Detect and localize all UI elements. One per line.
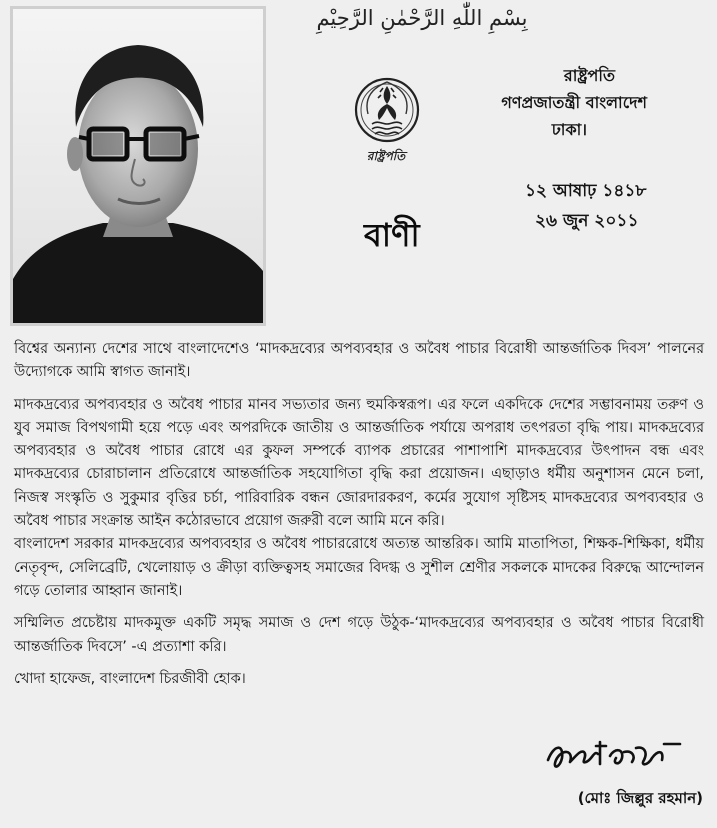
emblem-caption: রাষ্ট্রপতি — [366, 149, 406, 163]
signature-icon — [540, 730, 690, 780]
office-address — [501, 62, 647, 143]
message-body — [14, 338, 704, 700]
message-title: বাণী — [364, 216, 420, 254]
signer-name: (মোঃ জিল্লুর রহমান) — [577, 789, 703, 807]
president-portrait — [10, 6, 266, 326]
message-dates — [525, 176, 646, 236]
date-gregorian-calendar: ২৬ জুন ২০১১ — [535, 211, 639, 231]
paragraph-government: বাংলাদেশ সরকার মাদকদ্রব্যের অপব্যবহার ও অবৈধ পাচাররোধে অত্যন্ত আন্তরিক। আমি মাতাপিতা, শিক্ষক-শিক্ষিকা, ধর্মীয় নেতৃবৃন্দ, সেলিব্রেটি, খেলোয়াড় ও ক্রীড়া ব্যক্তিত্বসহ সমাজের বিদগ্ধ ও সুশীল শ্রেণীর সকলকে মাদকের বিরুদ্ধে আন্দোলন গড়ে তোলার আহ্বান জানাই। — [14, 536, 704, 599]
office-line-city: ঢাকা। — [551, 120, 587, 139]
paragraph-farewell: খোদা হাফেজ, বাংলাদেশ চিরজীবী হোক। — [14, 670, 246, 687]
paragraph-threat: মাদকদ্রব্যের অপব্যবহার ও অবৈধ পাচার মানব সভ্যতার জন্য হুমকিস্বরূপ। এর ফলে একদিকে দেশের সম্ভাবনাময় তরুণ ও যুব সমাজ বিপথগামী হয়ে পড়ে এবং অপরদিকে জাতীয় ও আন্তর্জাতিক পর্যায়ে অপরাধ তৎপরতা বৃদ্ধি পায়। মাদকদ্রব্যের অপব্যবহার ও অবৈধ পাচার রোধে এর কুফল সম্পর্কে ব্যাপক প্রচারের পাশাপাশি মাদকদ্রব্যের উৎপাদন বন্ধ এবং মাদকদ্রব্যের চোরাচালান প্রতিরোধে আন্তর্জাতিক সহযোগিতা বৃদ্ধি করা প্রয়োজন। এছাড়াও ধর্মীয় অনুশাসন মেনে চলা, নিজস্ব সংস্কৃতি ও সুকুমার বৃত্তির চর্চা, পারিবারিক বন্ধন জোরদারকরণ, কর্মের সুযোগ সৃষ্টিসহ মাদকদ্রব্যের অপব্যবহার ও অবৈধ পাচার সংক্রান্ত আইন কঠোরভাবে প্রয়োগ জরুরী বলে আমি মনে করি। — [14, 396, 704, 530]
office-line-country: গণপ্রজাতন্ত্রী বাংলাদেশ — [501, 93, 647, 112]
office-line-president: রাষ্ট্রপতি — [563, 66, 615, 85]
handwritten-signature — [540, 730, 690, 780]
bismillah-calligraphy: بِسْمِ اللّٰهِ الرَّحْمٰنِ الرَّحِيْمِ — [316, 6, 528, 30]
portrait-image — [13, 9, 263, 323]
date-bangla-calendar: ১২ আষাঢ় ১৪১৮ — [525, 181, 647, 201]
paragraph-hope: সম্মিলিত প্রচেষ্টায় মাদকমুক্ত একটি সমৃদ্ধ সমাজ ও দেশ গড়ে উঠুক-‘মাদকদ্রব্যের অপব্যবহার ও অবৈধ পাচার বিরোধী আন্তর্জাতিক দিবসে’ -এ প্রত্যাশা করি। — [14, 615, 704, 655]
paragraph-welcome: বিশ্বের অন্যান্য দেশের সাথে বাংলাদেশেও ‘মাদকদ্রব্যের অপব্যবহার ও অবৈধ পাচার বিরোধী আন্তর্জাতিক দিবস’ পালনের উদ্যোগকে আমি স্বাগত জানাই। — [14, 341, 704, 381]
